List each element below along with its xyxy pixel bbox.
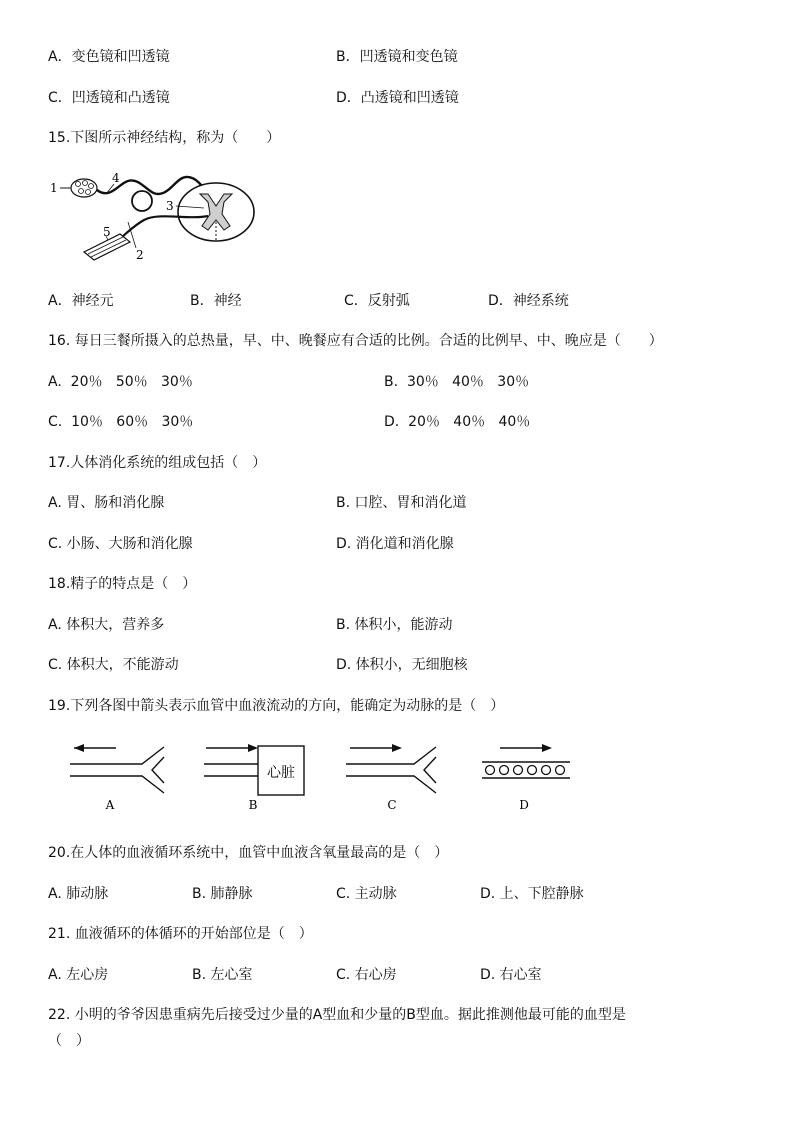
q17-option-c: C. 小肠、大肠和消化腺 — [48, 536, 193, 552]
blood-cell — [556, 766, 565, 775]
blood-cell — [528, 766, 537, 775]
q16-option-a: A. 20％ 50％ 30％ — [48, 374, 193, 390]
q18-option-b: B. 体积小，能游动 — [336, 617, 453, 633]
q16-stem: 16. 每日三餐所摄入的总热量，早、中、晚餐应有合适的比例。合适的比例早、中、晚应是（ ） — [48, 333, 663, 349]
q15-stem: 15.下图所示神经结构，称为（ ） — [48, 130, 281, 146]
q21-stem: 21. 血液循环的体循环的开始部位是（ ） — [48, 926, 313, 942]
q21-option-d: D. 右心室 — [480, 967, 542, 983]
q14-option-a: A．变色镜和凹透镜 — [48, 49, 170, 65]
q18-stem: 18.精子的特点是（ ） — [48, 576, 197, 592]
q22-stem-continuation: （ ） — [48, 1033, 90, 1049]
label-1: 1 — [50, 181, 58, 195]
figure-c-label: C — [387, 798, 397, 812]
figure-c-arrow-head — [392, 744, 402, 752]
q20-option-b: B. 肺静脉 — [192, 886, 253, 902]
figure-d-capillary — [482, 744, 570, 778]
figure-d-arrow-head — [542, 744, 552, 752]
heart-label: 心脏 — [267, 765, 295, 781]
q18-option-a: A. 体积大，营养多 — [48, 617, 165, 633]
figure-d-label: D — [519, 798, 529, 812]
q15-option-d: D．神经系统 — [488, 293, 569, 309]
blood-cell — [514, 766, 523, 775]
figure-a-label: A — [105, 798, 115, 812]
q14-option-c: C．凹透镜和凸透镜 — [48, 90, 170, 106]
blood-cell — [486, 766, 495, 775]
q17-option-d: D. 消化道和消化腺 — [336, 536, 454, 552]
q15-option-b: B．神经 — [190, 293, 242, 309]
q16-option-d: D. 20％ 40％ 40％ — [384, 414, 531, 430]
blood-cell — [500, 766, 509, 775]
q15-option-c: C．反射弧 — [344, 293, 410, 309]
q18-option-d: D. 体积小，无细胞核 — [336, 657, 468, 673]
receptor-patch — [71, 179, 97, 197]
label-4: 4 — [112, 171, 120, 185]
label-3: 3 — [166, 199, 174, 213]
q17-option-b: B. 口腔、胃和消化道 — [336, 495, 467, 511]
q21-option-b: B. 左心室 — [192, 967, 253, 983]
q15-option-a: A．神经元 — [48, 293, 114, 309]
reflex-arc-diagram — [48, 164, 263, 264]
figure-a-vessels — [70, 744, 164, 793]
label-5: 5 — [103, 225, 111, 239]
figure-b-arrow-head — [248, 744, 258, 752]
figure-a-arrow-head — [74, 744, 84, 752]
q14-option-b: B．凹透镜和变色镜 — [336, 49, 458, 65]
q14-option-d: D．凸透镜和凹透镜 — [336, 90, 459, 106]
blood-vessel-figures — [60, 735, 590, 820]
figure-b-label: B — [248, 798, 258, 812]
q20-option-c: C. 主动脉 — [336, 886, 397, 902]
blood-cell — [542, 766, 551, 775]
q20-stem: 20.在人体的血液循环系统中，血管中血液含氧量最高的是（ ） — [48, 845, 449, 861]
q16-option-c: C. 10％ 60％ 30％ — [48, 414, 194, 430]
q21-option-c: C. 右心房 — [336, 967, 397, 983]
q22-stem: 22. 小明的爷爷因患重病先后接受过少量的A型血和少量的B型血。据此推测他最可能的血型是 — [48, 1007, 626, 1023]
q16-option-b: B. 30％ 40％ 30％ — [384, 374, 530, 390]
ganglion-loop — [132, 191, 152, 211]
q20-option-d: D. 上、下腔静脉 — [480, 886, 584, 902]
q18-option-c: C. 体积大，不能游动 — [48, 657, 179, 673]
q17-stem: 17.人体消化系统的组成包括（ ） — [48, 455, 267, 471]
label-2: 2 — [136, 248, 144, 262]
figure-c-vessels — [346, 744, 436, 793]
q20-option-a: A. 肺动脉 — [48, 886, 109, 902]
q19-stem: 19.下列各图中箭头表示血管中血液流动的方向，能确定为动脉的是（ ） — [48, 698, 505, 714]
q17-option-a: A. 胃、肠和消化腺 — [48, 495, 165, 511]
q21-option-a: A. 左心房 — [48, 967, 109, 983]
